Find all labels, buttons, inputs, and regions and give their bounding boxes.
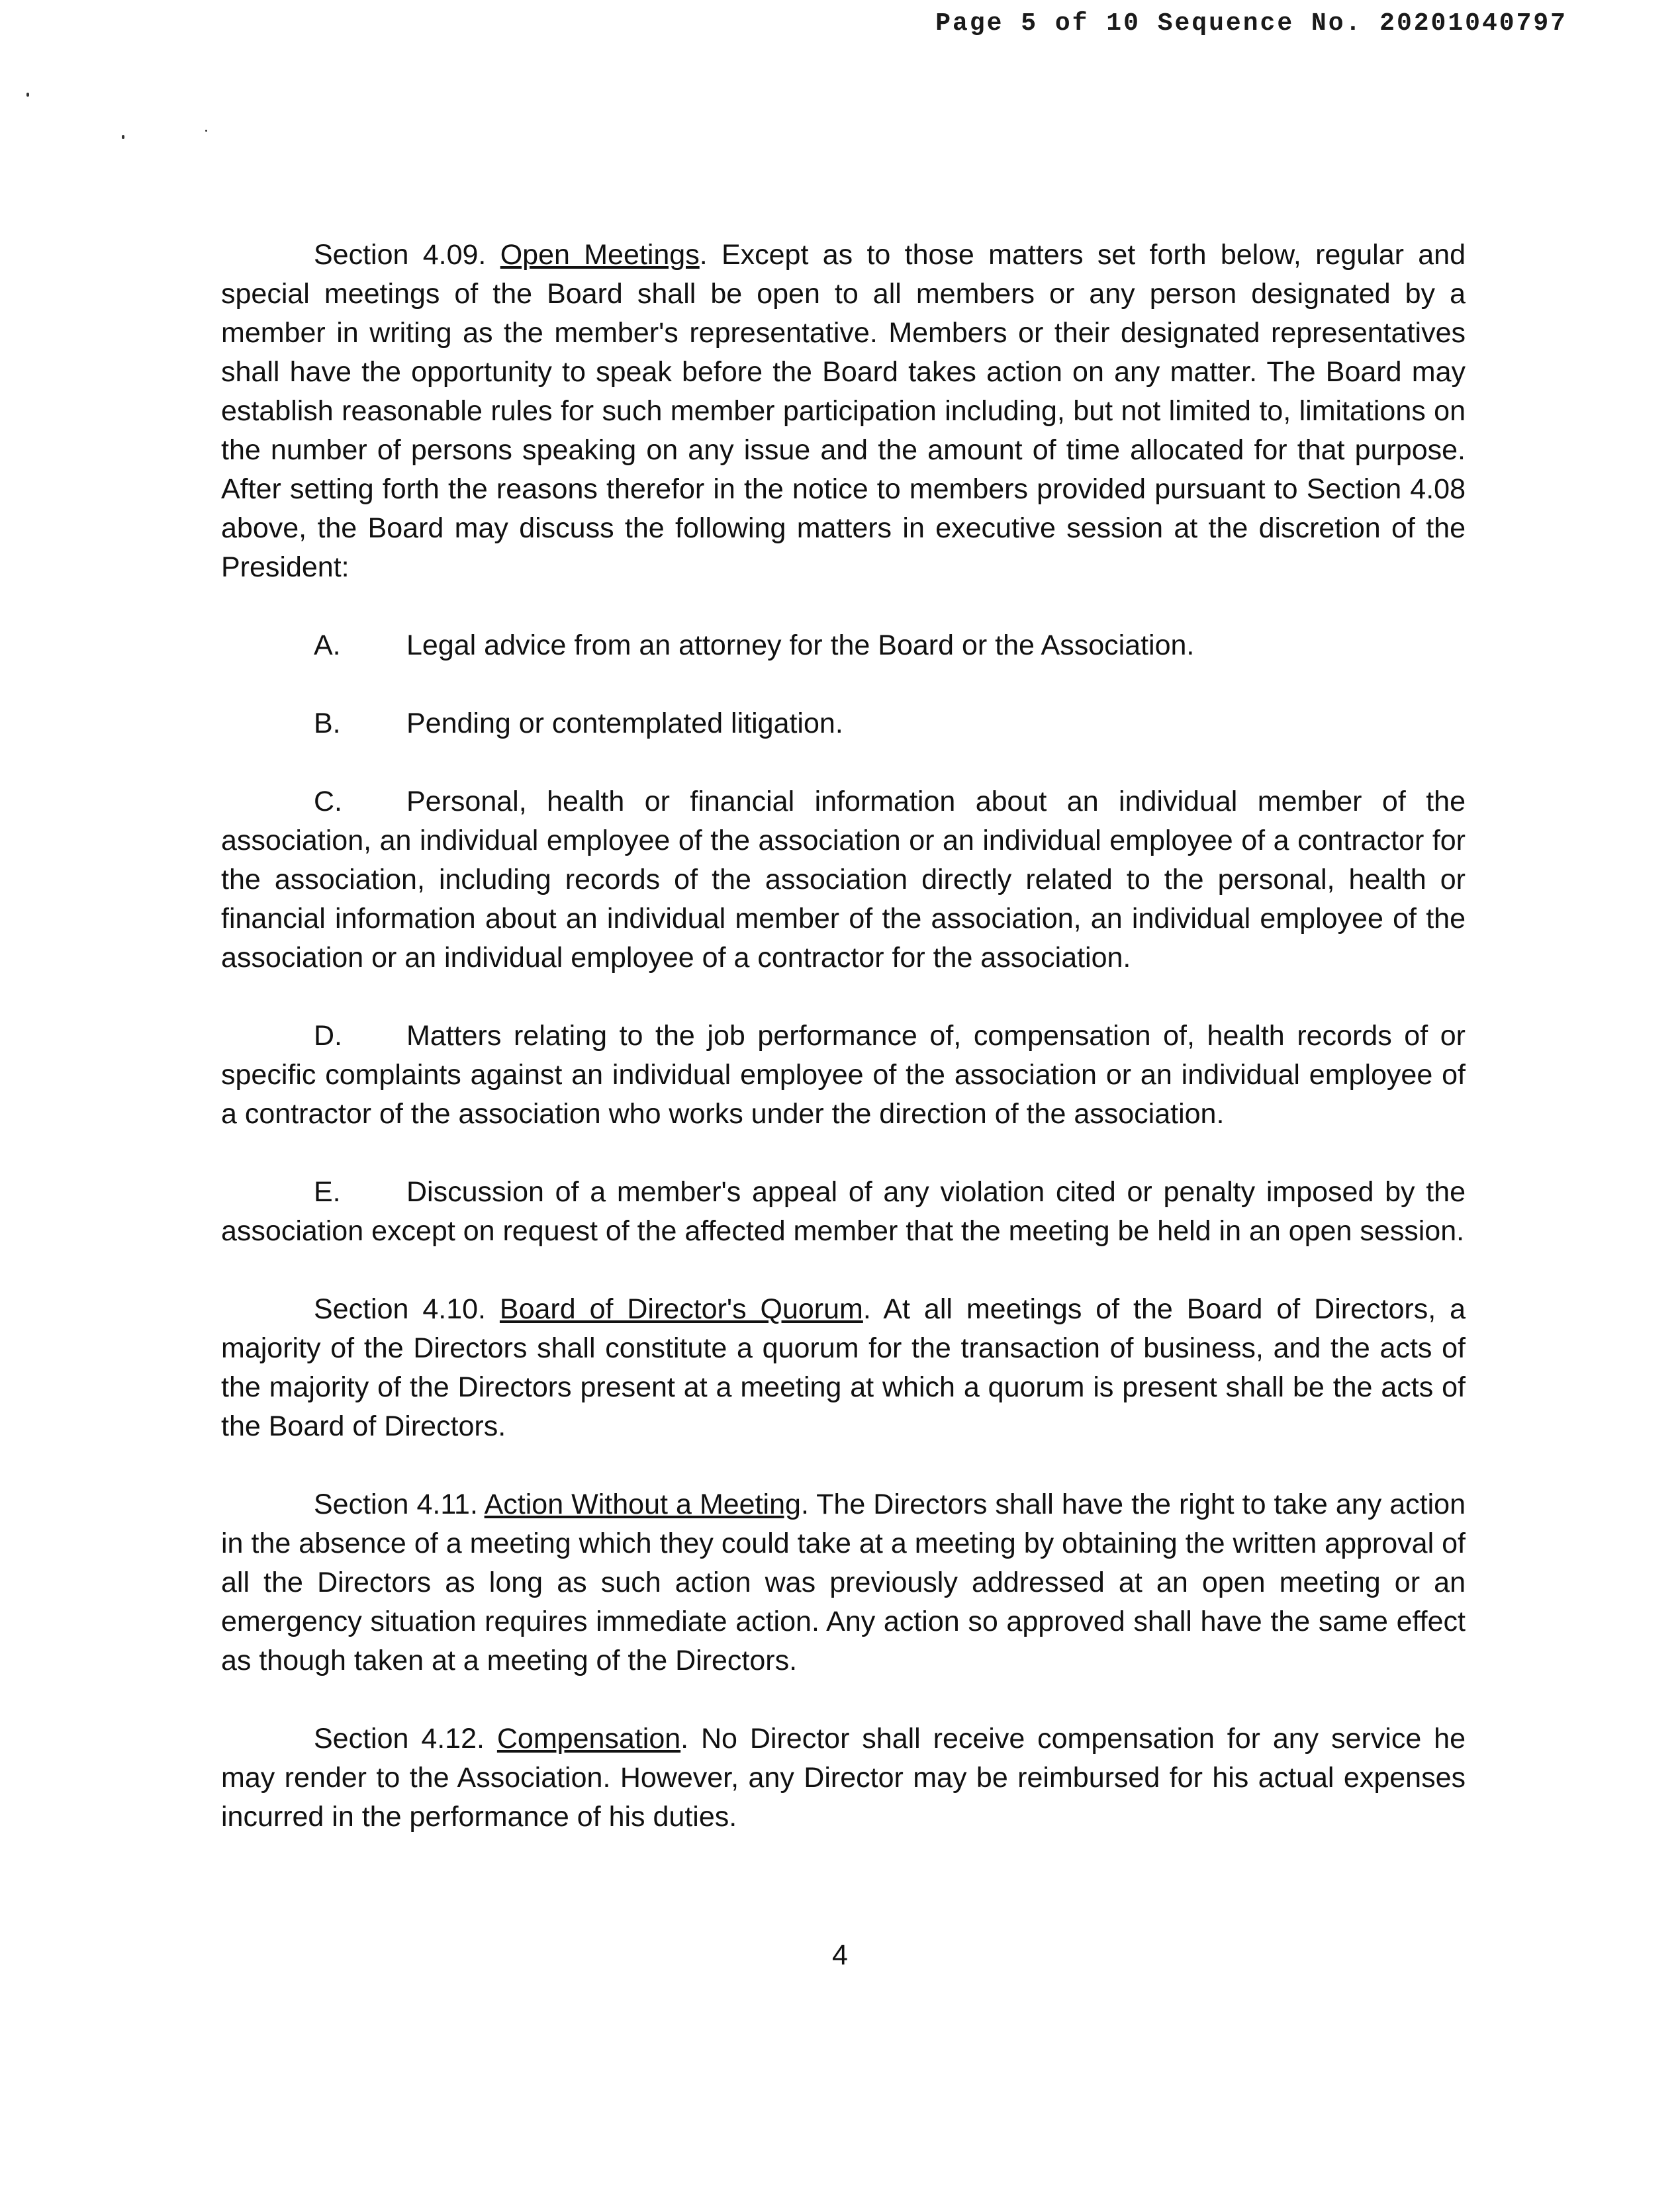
list-item-text: Personal, health or financial information about an individual member of the association, an individual employee of the association or an individual employee of a contractor for the association, including records of the association directly related to the personal, health or financial information about an individual member of the association, an individual employee of the association or an individual employee of a contractor for the association. [221,786,1466,974]
scan-speck [122,135,124,139]
list-item-label: E. [314,1176,341,1208]
list-item-text: Legal advice from an attorney for the Board or the Association. [406,629,1195,661]
list-item-text: Discussion of a member's appeal of any violation cited or penalty imposed by the association except on request of the affected member that the meeting be held in an open session. [221,1176,1466,1247]
section-text: . Except as to those matters set forth below, regular and special meetings of the Board shall be open to all members or any person designated by a member in writing as the member's representative. Members or their designated representatives shall have the opportunity to speak before the Board takes action on any matter. The Board may establish reasonable rules for such member participation including, but not limited to, limitations on the number of persons speaking on any issue and the amount of time allocated for that purpose. After setting forth the reasons therefor in the notice to members provided pursuant to Section 4.08 above, the Board may discuss the following matters in executive session at the discretion of the President: [221,239,1466,583]
section-4-10 [221,1290,1466,1446]
list-item-label: B. [314,708,341,739]
section-heading: Open Meetings [500,239,700,271]
section-heading: Action Without a Meeting [484,1489,801,1520]
list-item-label: D. [314,1020,342,1052]
section-number: Section 4.10. [314,1293,486,1325]
section-heading: Compensation [496,1723,681,1755]
section-text: . No Director shall receive compensation for any service he may render to the Association. However, any Director may be reimbursed for his actual expenses incurred in the performance of his duties. [221,1723,1466,1833]
scan-speck [26,93,29,97]
list-item-text: Matters relating to the job performance of, compensation of, health records of or specific complaints against an individual employee of the association or an individual employee of a contractor of the association who works under the direction of the association. [221,1020,1466,1130]
list-item-e [221,1173,1466,1251]
section-text: . The Directors shall have the right to take any action in the absence of a meeting which they could take at a meeting by obtaining the written approval of all the Directors as long as such action was previously addressed at an open meeting or an emergency situation requires immediate action. Any action so approved shall have the same effect as though taken at a meeting of the Directors. [221,1489,1466,1676]
section-heading: Board of Director's Quorum [499,1293,863,1325]
section-4-12 [221,1719,1466,1837]
list-item-label: A. [314,629,341,661]
list-item-b [221,704,1466,743]
section-number: Section 4.11. [314,1489,478,1520]
section-4-09 [221,236,1466,587]
section-4-11 [221,1485,1466,1680]
list-item-label: C. [314,786,342,817]
list-item-d [221,1017,1466,1134]
scan-speck [205,130,207,132]
section-number: Section 4.09. [314,239,487,271]
section-text: . At all meetings of the Board of Directors, a majority of the Directors shall constitute a quorum for the transaction of business, and the acts of the majority of the Directors present at a meeting at which a quorum is present shall be the acts of the Board of Directors. [221,1293,1466,1442]
page-sequence-header: Page 5 of 10 Sequence No. 20201040797 [935,9,1567,38]
list-item-text: Pending or contemplated litigation. [406,708,843,739]
list-item-c [221,782,1466,978]
list-item-a [221,626,1466,665]
page-number: 4 [832,1939,848,1971]
section-number: Section 4.12. [314,1723,485,1755]
document-body [221,236,1466,1837]
